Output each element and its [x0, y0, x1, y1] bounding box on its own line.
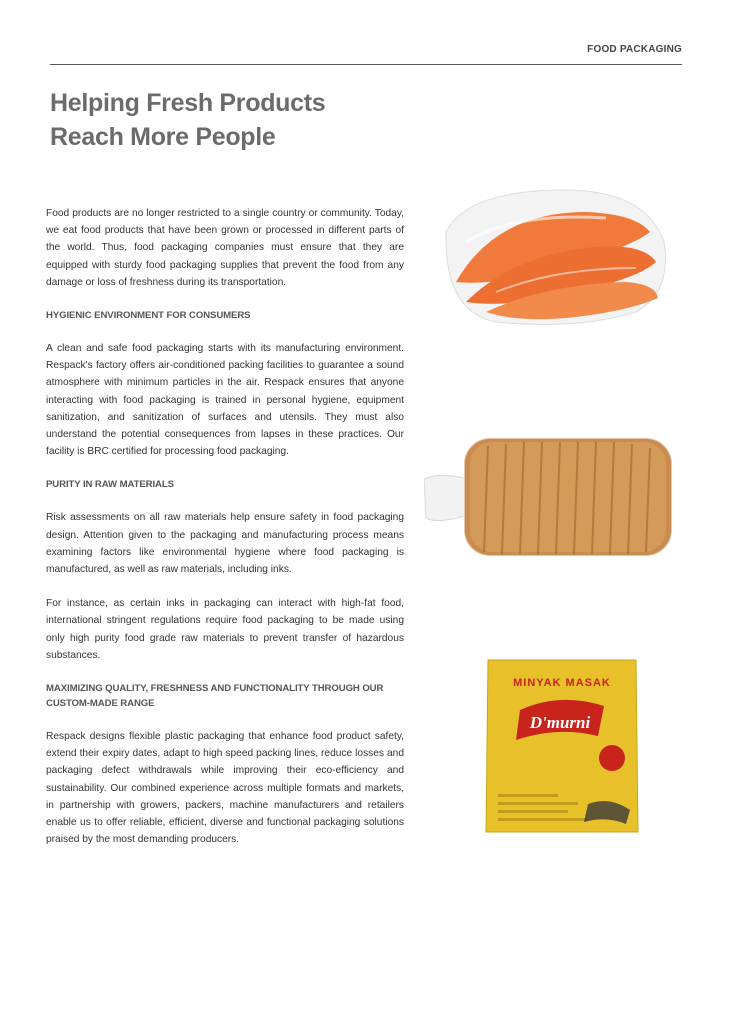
section-heading-hygiene: HYGIENIC ENVIRONMENT FOR CONSUMERS: [46, 310, 251, 322]
intro-paragraph: Food products are no longer restricted to a single country or community. Today, we eat food products that have been grown or processed in different parts of the world. Thus, food packaging companies must ensure that they are equipped with sturdy food packaging supplies that prevent the food from any damage or loss of freshness during its transportation.: [46, 208, 404, 288]
header-divider: [50, 64, 682, 65]
section-heading-purity: PURITY IN RAW MATERIALS: [46, 479, 174, 491]
purity-paragraph-1: Risk assessments on all raw materials help ensure safety in food packaging design. Attention given to the packaging and manufacturing process means examining factors like environmental hygiene where food packaging is manufactured, as well as raw materials, including inks.: [46, 512, 404, 576]
page-title-line-2: Reach More People: [50, 123, 276, 151]
section-heading-quality: MAXIMIZING QUALITY, FRESHNESS AND FUNCTIONALITY THROUGH OUR CUSTOM-MADE RANGE: [46, 683, 384, 710]
pouch-brand-text: D'murni: [529, 713, 591, 732]
page-title-line-1: Helping Fresh Products: [50, 89, 326, 117]
quality-paragraph: Respack designs flexible plastic packaging that enhance food product safety, extend their expiry dates, adapt to high speed packing lines, reduce losses and packaging defect withdrawals while improving their eco-efficiency and sustainability. Our combined experience across multiple formats and markets, in partnership with growers, packers, machine manufacturers and retailers enable us to offer reliable, efficient, diverse and functional packaging solutions praised by the most demanding producers.: [46, 731, 404, 846]
purity-paragraph-2: For instance, as certain inks in packaging can interact with high-fat food, international stringent regulations require food packaging to be made using only high purity food grade raw materials to prevent transfer of hazardous substances.: [46, 598, 404, 661]
carrots-package-image: [436, 172, 672, 332]
page-title: [50, 86, 410, 154]
section-label: FOOD PACKAGING: [587, 44, 682, 55]
hygiene-paragraph: A clean and safe food packaging starts with its manufacturing environment. Respack's factory offers air-conditioned packing facilities to guarantee a sound atmosphere with minimum particles in the air. Respack ensures that anyone interacting with food packaging is trained in personal hygiene, equipment sanitization, and sanitization of surfaces and utensils. They must also understand the potential consequences from lapses in these practices. Our facility is BRC certified for processing food packaging.: [46, 343, 404, 458]
cooking-oil-pouch-image: [480, 656, 642, 836]
pouch-title-text: MINYAK MASAK: [513, 677, 611, 689]
main-content: [46, 205, 404, 848]
bread-package-image: [424, 420, 686, 570]
